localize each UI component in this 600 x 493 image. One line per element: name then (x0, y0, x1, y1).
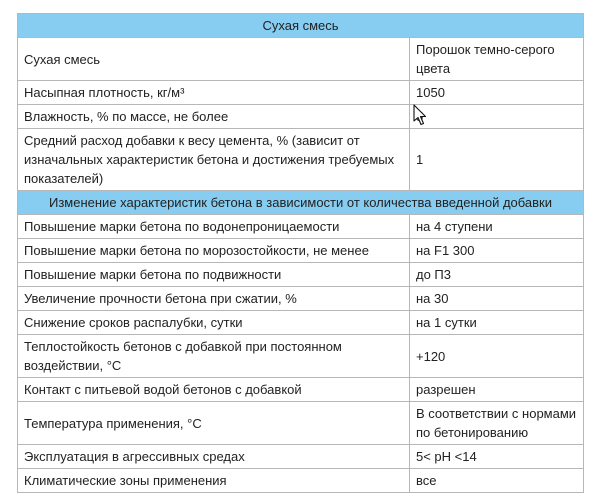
table-row (18, 263, 584, 287)
spec-table (17, 13, 584, 493)
row-value: до П3 (410, 263, 584, 287)
row-value: все (410, 469, 584, 493)
row-value: 1050 (410, 81, 584, 105)
row-label: Повышение марки бетона по морозостойкости, не менее (18, 239, 410, 263)
row-label: Контакт с питьевой водой бетонов с добавкой (18, 378, 410, 402)
row-value: разрешен (410, 378, 584, 402)
table-row (18, 469, 584, 493)
table-row (18, 378, 584, 402)
row-value: 1 (410, 129, 584, 191)
row-value: на 30 (410, 287, 584, 311)
row-label: Повышение марки бетона по водонепроницаемости (18, 215, 410, 239)
row-value: на F1 300 (410, 239, 584, 263)
table-row (18, 335, 584, 378)
table-row (18, 38, 584, 81)
table-row (18, 215, 584, 239)
row-label: Повышение марки бетона по подвижности (18, 263, 410, 287)
row-value: В соответствии с нормами по бетонированию (410, 402, 584, 445)
table-row (18, 402, 584, 445)
section-title: Сухая смесь (18, 14, 584, 38)
row-label: Эксплуатация в агрессивных средах (18, 445, 410, 469)
table-row (18, 129, 584, 191)
row-label: Увеличение прочности бетона при сжатии, % (18, 287, 410, 311)
row-label: Снижение сроков распалубки, сутки (18, 311, 410, 335)
row-value: 5< pH <14 (410, 445, 584, 469)
row-value: Порошок темно-серого цвета (410, 38, 584, 81)
row-label: Климатические зоны применения (18, 469, 410, 493)
table-row (18, 311, 584, 335)
section-title: Изменение характеристик бетона в зависимости от количества введенной добавки (18, 191, 584, 215)
row-value: +120 (410, 335, 584, 378)
table-row (18, 445, 584, 469)
row-label: Сухая смесь (18, 38, 410, 81)
row-label: Теплостойкость бетонов с добавкой при постоянном воздействии, °С (18, 335, 410, 378)
table-row (18, 81, 584, 105)
table-row (18, 287, 584, 311)
row-value: на 1 сутки (410, 311, 584, 335)
mouse-pointer-icon (413, 104, 427, 126)
row-value (410, 105, 584, 129)
section-header-concrete-changes (18, 191, 584, 215)
table-row (18, 105, 584, 129)
row-label: Средний расход добавки к весу цемента, % (зависит от изначальных характеристик бетона и достижения требуемых показателей) (18, 129, 410, 191)
row-label: Насыпная плотность, кг/м³ (18, 81, 410, 105)
table-row (18, 239, 584, 263)
section-header-dry-mix (18, 14, 584, 38)
row-label: Температура применения, °С (18, 402, 410, 445)
row-value: на 4 ступени (410, 215, 584, 239)
row-label: Влажность, % по массе, не более (18, 105, 410, 129)
